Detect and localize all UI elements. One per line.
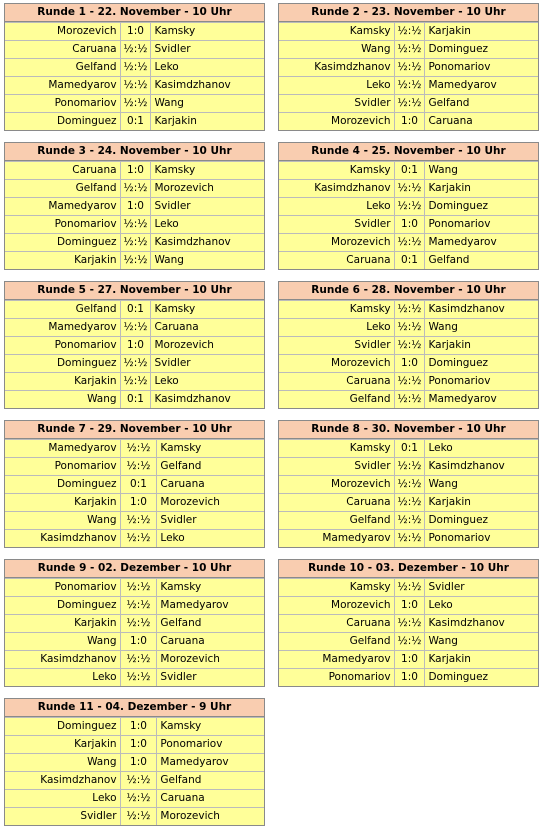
white-player: Leko [5,790,121,807]
black-player: Gelfand [160,460,202,472]
black-player: Kamsky [160,442,202,454]
game-row [5,717,264,735]
black-player: Karjakin [428,653,471,665]
game-result: ½:½ [121,458,158,475]
black-player: Kamsky [160,720,202,732]
black-player: Karjakin [154,115,197,127]
game-result: ½:½ [395,59,426,76]
black-player: Kasimdzhanov [154,79,231,91]
black-player: Leko [160,532,185,544]
game-result: 0:1 [395,162,426,179]
round-table-7 [4,420,265,548]
game-row [5,771,264,789]
game-row [279,632,538,650]
black-player: Leko [154,218,179,230]
round-title: Runde 7 - 29. November - 10 Uhr [5,421,264,439]
round-table-4 [278,142,539,270]
white-player: Mamedyarov [279,530,395,547]
white-player: Morozevich [279,476,395,493]
black-player: Wang [428,635,458,647]
game-row [5,233,264,251]
white-player: Morozevich [279,234,395,251]
game-result: 1:0 [121,718,158,735]
white-player: Karjakin [5,252,121,269]
black-player: Karjakin [428,25,471,37]
white-player: Ponomariov [5,337,121,354]
game-row [279,529,538,547]
game-row [5,529,264,547]
white-player: Dominguez [5,597,121,614]
black-player: Karjakin [428,182,471,194]
black-player: Wang [428,164,458,176]
round-title: Runde 11 - 04. Dezember - 9 Uhr [5,699,264,717]
game-row [5,354,264,372]
round-table-2 [278,3,539,131]
game-row [279,94,538,112]
game-result: ½:½ [121,59,152,76]
black-player: Morozevich [160,496,220,508]
black-player: Morozevich [160,810,220,822]
white-player: Mamedyarov [279,651,395,668]
round-title: Runde 1 - 22. November - 10 Uhr [5,4,264,22]
game-row [279,161,538,179]
black-player: Karjakin [428,496,471,508]
game-result: 0:1 [121,476,158,493]
game-row [5,578,264,596]
game-result: ½:½ [395,530,426,547]
white-player: Kasimdzhanov [279,59,395,76]
round-table-6 [278,281,539,409]
black-player: Dominguez [428,514,489,526]
white-player: Wang [5,754,121,771]
game-result: ½:½ [395,337,426,354]
game-result: 0:1 [395,252,426,269]
game-row [5,735,264,753]
black-player: Leko [154,375,179,387]
white-player: Ponomariov [5,458,121,475]
game-result: ½:½ [121,41,152,58]
game-result: ½:½ [121,440,158,457]
game-row [279,300,538,318]
black-player: Caruana [160,635,205,647]
game-result: ½:½ [121,615,158,632]
game-row [5,251,264,269]
black-player: Dominguez [428,200,489,212]
game-row [5,22,264,40]
black-player: Kasimdzhanov [154,393,231,405]
black-player: Leko [428,599,453,611]
white-player: Kamsky [279,162,395,179]
game-result: ½:½ [121,512,158,529]
game-result: ½:½ [395,633,426,650]
game-result: ½:½ [121,95,152,112]
black-player: Dominguez [428,357,489,369]
black-player: Mamedyarov [428,393,497,405]
round-title: Runde 4 - 25. November - 10 Uhr [279,143,538,161]
game-result: ½:½ [395,512,426,529]
round-table-1 [4,3,265,131]
game-row [5,58,264,76]
game-result: ½:½ [121,252,152,269]
black-player: Gelfand [428,97,470,109]
game-row [279,58,538,76]
game-result: ½:½ [121,808,158,825]
white-player: Kamsky [279,579,395,596]
game-result: ½:½ [395,476,426,493]
game-result: 1:0 [121,494,158,511]
white-player: Gelfand [279,633,395,650]
white-player: Leko [279,77,395,94]
white-player: Svidler [279,458,395,475]
game-row [5,493,264,511]
game-row [279,596,538,614]
game-row [279,614,538,632]
white-player: Dominguez [5,113,121,130]
white-player: Wang [279,41,395,58]
white-player: Morozevich [279,355,395,372]
game-result: ½:½ [121,669,158,686]
game-row [279,578,538,596]
round-title: Runde 3 - 24. November - 10 Uhr [5,143,264,161]
game-result: ½:½ [395,41,426,58]
white-player: Caruana [279,373,395,390]
black-player: Morozevich [160,653,220,665]
white-player: Gelfand [279,512,395,529]
game-result: ½:½ [121,319,152,336]
white-player: Wang [5,633,121,650]
white-player: Caruana [279,252,395,269]
game-row [279,439,538,457]
black-player: Svidler [154,43,191,55]
white-player: Morozevich [279,113,395,130]
black-player: Wang [428,478,458,490]
white-player: Dominguez [5,718,121,735]
game-row [279,197,538,215]
white-player: Wang [5,512,121,529]
black-player: Kamsky [154,25,196,37]
white-player: Karjakin [5,736,121,753]
white-player: Caruana [279,615,395,632]
black-player: Gelfand [160,774,202,786]
white-player: Mamedyarov [5,198,121,215]
white-player: Kamsky [279,23,395,40]
game-row [5,457,264,475]
game-row [5,511,264,529]
white-player: Karjakin [5,615,121,632]
black-player: Kamsky [154,303,196,315]
game-row [279,40,538,58]
game-result: ½:½ [395,615,426,632]
black-player: Dominguez [428,43,489,55]
game-result: ½:½ [395,180,426,197]
white-player: Svidler [5,808,121,825]
game-row [5,318,264,336]
black-player: Mamedyarov [160,756,229,768]
game-result: ½:½ [121,579,158,596]
round-title: Runde 10 - 03. Dezember - 10 Uhr [279,560,538,578]
white-player: Kamsky [279,440,395,457]
round-table-11 [4,698,265,826]
game-result: 1:0 [395,113,426,130]
round-table-8 [278,420,539,548]
round-table-3 [4,142,265,270]
game-row [279,493,538,511]
game-row [279,76,538,94]
black-player: Kasimdzhanov [428,617,505,629]
game-row [279,372,538,390]
game-row [279,179,538,197]
game-row [5,372,264,390]
black-player: Wang [154,97,184,109]
white-player: Caruana [5,41,121,58]
game-result: ½:½ [121,180,152,197]
white-player: Dominguez [5,355,121,372]
game-row [5,668,264,686]
game-row [279,318,538,336]
game-row [279,475,538,493]
game-result: 1:0 [121,754,158,771]
white-player: Dominguez [5,476,121,493]
game-row [5,76,264,94]
game-result: ½:½ [121,373,152,390]
game-result: ½:½ [395,198,426,215]
white-player: Gelfand [279,391,395,408]
white-player: Kasimdzhanov [279,180,395,197]
game-row [279,112,538,130]
game-result: 0:1 [121,391,152,408]
black-player: Kamsky [154,164,196,176]
game-result: ½:½ [395,579,426,596]
white-player: Morozevich [279,597,395,614]
black-player: Caruana [154,321,199,333]
white-player: Ponomariov [5,95,121,112]
black-player: Kasimdzhanov [154,236,231,248]
round-table-10 [278,559,539,687]
game-result: 1:0 [121,23,152,40]
black-player: Kamsky [160,581,202,593]
game-row [5,300,264,318]
game-row [279,511,538,529]
white-player: Ponomariov [5,579,121,596]
white-player: Gelfand [5,59,121,76]
game-result: 0:1 [395,440,426,457]
white-player: Ponomariov [279,669,395,686]
game-row [279,354,538,372]
black-player: Kasimdzhanov [428,303,505,315]
game-row [279,650,538,668]
game-row [5,789,264,807]
white-player: Mamedyarov [5,77,121,94]
white-player: Wang [5,391,121,408]
game-result: ½:½ [121,772,158,789]
game-row [5,807,264,825]
game-result: 1:0 [395,355,426,372]
white-player: Kasimdzhanov [5,651,121,668]
black-player: Wang [428,321,458,333]
black-player: Caruana [160,478,205,490]
game-row [5,596,264,614]
game-row [5,40,264,58]
game-result: ½:½ [121,355,152,372]
round-table-5 [4,281,265,409]
black-player: Mamedyarov [428,236,497,248]
round-title: Runde 2 - 23. November - 10 Uhr [279,4,538,22]
game-row [279,668,538,686]
round-title: Runde 8 - 30. November - 10 Uhr [279,421,538,439]
black-player: Kasimdzhanov [428,460,505,472]
black-player: Mamedyarov [428,79,497,91]
white-player: Gelfand [5,180,121,197]
white-player: Mamedyarov [5,440,121,457]
game-row [279,22,538,40]
game-result: 1:0 [395,216,426,233]
black-player: Mamedyarov [160,599,229,611]
game-result: ½:½ [395,391,426,408]
white-player: Morozevich [5,23,121,40]
game-row [5,390,264,408]
white-player: Caruana [279,494,395,511]
white-player: Karjakin [5,494,121,511]
game-result: ½:½ [395,23,426,40]
black-player: Svidler [160,514,197,526]
game-row [279,457,538,475]
white-player: Ponomariov [5,216,121,233]
game-result: ½:½ [121,234,152,251]
white-player: Kasimdzhanov [5,530,121,547]
game-result: 1:0 [121,162,152,179]
game-result: 1:0 [121,633,158,650]
game-row [5,475,264,493]
game-row [279,215,538,233]
black-player: Wang [154,254,184,266]
game-row [279,390,538,408]
black-player: Gelfand [160,617,202,629]
game-result: ½:½ [121,790,158,807]
black-player: Caruana [160,792,205,804]
game-row [5,179,264,197]
black-player: Svidler [154,357,191,369]
game-result: ½:½ [395,373,426,390]
game-result: 0:1 [121,301,152,318]
game-row [5,439,264,457]
game-row [5,753,264,771]
round-title: Runde 6 - 28. November - 10 Uhr [279,282,538,300]
round-title: Runde 9 - 02. Dezember - 10 Uhr [5,560,264,578]
white-player: Svidler [279,95,395,112]
game-row [279,336,538,354]
game-result: 1:0 [121,736,158,753]
white-player: Kasimdzhanov [5,772,121,789]
white-player: Kamsky [279,301,395,318]
game-result: 1:0 [121,337,152,354]
game-row [279,251,538,269]
black-player: Gelfand [428,254,470,266]
game-result: 1:0 [121,198,152,215]
black-player: Ponomariov [428,375,491,387]
white-player: Leko [279,198,395,215]
game-result: ½:½ [395,494,426,511]
game-row [5,614,264,632]
white-player: Dominguez [5,234,121,251]
white-player: Karjakin [5,373,121,390]
game-result: 0:1 [121,113,152,130]
white-player: Svidler [279,337,395,354]
game-row [5,112,264,130]
round-title: Runde 5 - 27. November - 10 Uhr [5,282,264,300]
game-result: ½:½ [395,234,426,251]
black-player: Svidler [428,581,465,593]
game-result: 1:0 [395,669,426,686]
game-result: ½:½ [121,530,158,547]
game-row [5,336,264,354]
game-result: ½:½ [395,319,426,336]
black-player: Leko [428,442,453,454]
black-player: Caruana [428,115,473,127]
black-player: Dominguez [428,671,489,683]
game-row [5,632,264,650]
game-row [279,233,538,251]
black-player: Ponomariov [428,532,491,544]
black-player: Svidler [160,671,197,683]
black-player: Morozevich [154,339,214,351]
black-player: Ponomariov [428,218,491,230]
white-player: Leko [279,319,395,336]
black-player: Svidler [154,200,191,212]
black-player: Leko [154,61,179,73]
game-result: ½:½ [395,458,426,475]
game-result: ½:½ [395,301,426,318]
round-table-9 [4,559,265,687]
game-row [5,94,264,112]
white-player: Gelfand [5,301,121,318]
game-result: 1:0 [395,597,426,614]
black-player: Karjakin [428,339,471,351]
black-player: Morozevich [154,182,214,194]
game-row [5,161,264,179]
game-row [5,197,264,215]
black-player: Ponomariov [160,738,223,750]
white-player: Leko [5,669,121,686]
white-player: Caruana [5,162,121,179]
game-result: ½:½ [121,216,152,233]
game-row [5,650,264,668]
game-result: ½:½ [395,77,426,94]
game-result: ½:½ [121,77,152,94]
game-result: ½:½ [395,95,426,112]
game-row [5,215,264,233]
game-result: ½:½ [121,651,158,668]
black-player: Ponomariov [428,61,491,73]
white-player: Mamedyarov [5,319,121,336]
game-result: ½:½ [121,597,158,614]
white-player: Svidler [279,216,395,233]
game-result: 1:0 [395,651,426,668]
